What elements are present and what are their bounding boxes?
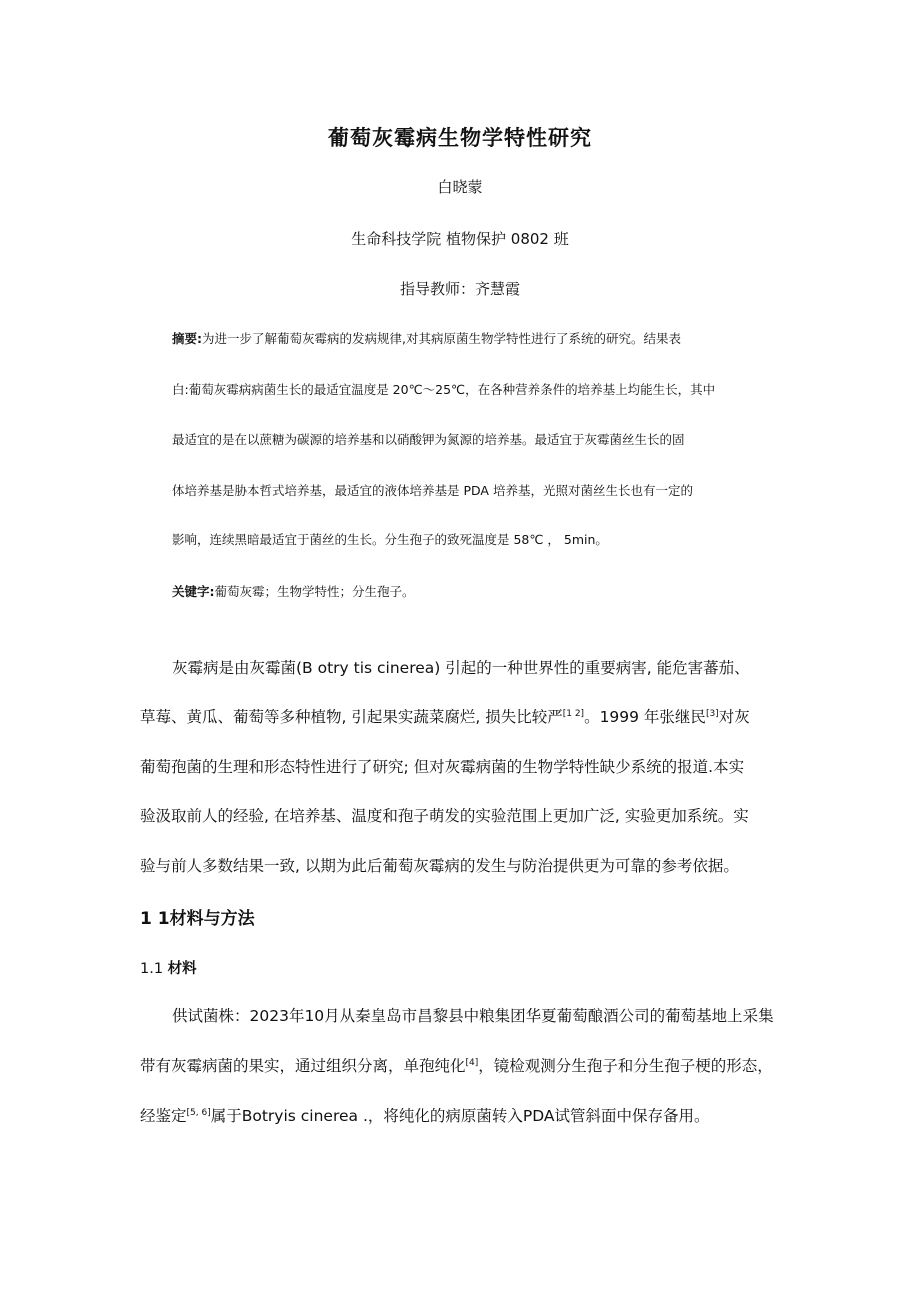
citation: [1 2] bbox=[562, 709, 585, 719]
abstract-label: 摘要: bbox=[172, 331, 202, 346]
abstract-line-2: 白:葡萄灰霉病病菌生长的最适宜温度是 20℃～25℃，在各种营养条件的培养基上均能生长，其中 bbox=[172, 382, 716, 397]
paper-title: 葡萄灰霉病生物学特性研究 bbox=[328, 126, 592, 150]
strain-text: 属于Botryis cinerea .，将纯化的病原菌转入PDA试管斜面中保存备用。 bbox=[210, 1107, 710, 1125]
author-name: 白晓蒙 bbox=[437, 178, 483, 196]
subsection-number: 1.1 bbox=[140, 961, 168, 977]
subsection-label: 材料 bbox=[167, 961, 197, 977]
keywords-label: 关键字: bbox=[172, 584, 215, 599]
section-heading: 1 1材料与方法 bbox=[140, 909, 255, 929]
citation: [5, 6] bbox=[186, 1108, 211, 1118]
strain-line-2 bbox=[140, 1054, 800, 1076]
strain-text: 带有灰霉病菌的果实，通过组织分离，单孢纯化 bbox=[140, 1057, 466, 1075]
strain-line-1: 供试菌株：2023年10月从秦皇岛市昌黎县中粮集团华夏葡萄酿酒公司的葡萄基地上采集 bbox=[172, 1007, 774, 1025]
intro-line-5: 验与前人多数结果一致, 以期为此后葡萄灰霉病的发生与防治提供更为可靠的参考依据。 bbox=[140, 857, 739, 875]
abstract-line-1 bbox=[172, 329, 772, 347]
keywords bbox=[172, 582, 772, 600]
citation: [4] bbox=[465, 1058, 479, 1068]
intro-text: 草莓、黄瓜、葡萄等多种植物, 引起果实蔬菜腐烂, 损失比较严 bbox=[140, 708, 563, 726]
strain-text: ，镜检观测分生孢子和分生孢子梗的形态， bbox=[478, 1057, 773, 1075]
citation: [3] bbox=[705, 709, 719, 719]
intro-line-3: 葡萄孢菌的生理和形态特性进行了研究; 但对灰霉病菌的生物学特性缺少系统的报道.本实 bbox=[140, 758, 745, 776]
intro-text: 对灰 bbox=[718, 708, 750, 726]
abstract-line-3: 最适宜的是在以蔗糖为碳源的培养基和以硝酸钾为氮源的培养基。最适宜于灰霉菌丝生长的固 bbox=[172, 432, 685, 447]
abstract-text: 为进一步了解葡萄灰霉病的发病规律,对其病原菌生物学特性进行了系统的研究。结果表 bbox=[202, 331, 681, 346]
strain-text: 经鉴定 bbox=[140, 1107, 187, 1125]
abstract-line-4: 体培养基是胁本哲式培养基，最适宜的液体培养基是 PDA 培养基，光照对菌丝生长也有一定的 bbox=[172, 483, 693, 498]
keywords-text: 葡萄灰霉；生物学特性；分生孢子。 bbox=[214, 584, 415, 599]
intro-line-2 bbox=[140, 705, 800, 727]
strain-line-3 bbox=[140, 1104, 800, 1126]
intro-line-1: 灰霉病是由灰霉菌(B otry tis cinerea) 引起的一种世界性的重要病害, 能危害蕃茄、 bbox=[172, 659, 750, 677]
subsection-heading bbox=[140, 957, 197, 978]
advisor: 指导教师：齐慧霞 bbox=[399, 280, 520, 298]
intro-line-4: 验汲取前人的经验, 在培养基、温度和孢子萌发的实验范围上更加广泛, 实验更加系统。实 bbox=[140, 807, 749, 825]
intro-text: 。1999 年张继民 bbox=[584, 708, 706, 726]
affiliation: 生命科技学院 植物保护 0802 班 bbox=[351, 230, 569, 248]
abstract-line-5: 影响，连续黑暗最适宜于菌丝的生长。分生孢子的致死温度是 58℃ ， 5min。 bbox=[172, 532, 608, 547]
